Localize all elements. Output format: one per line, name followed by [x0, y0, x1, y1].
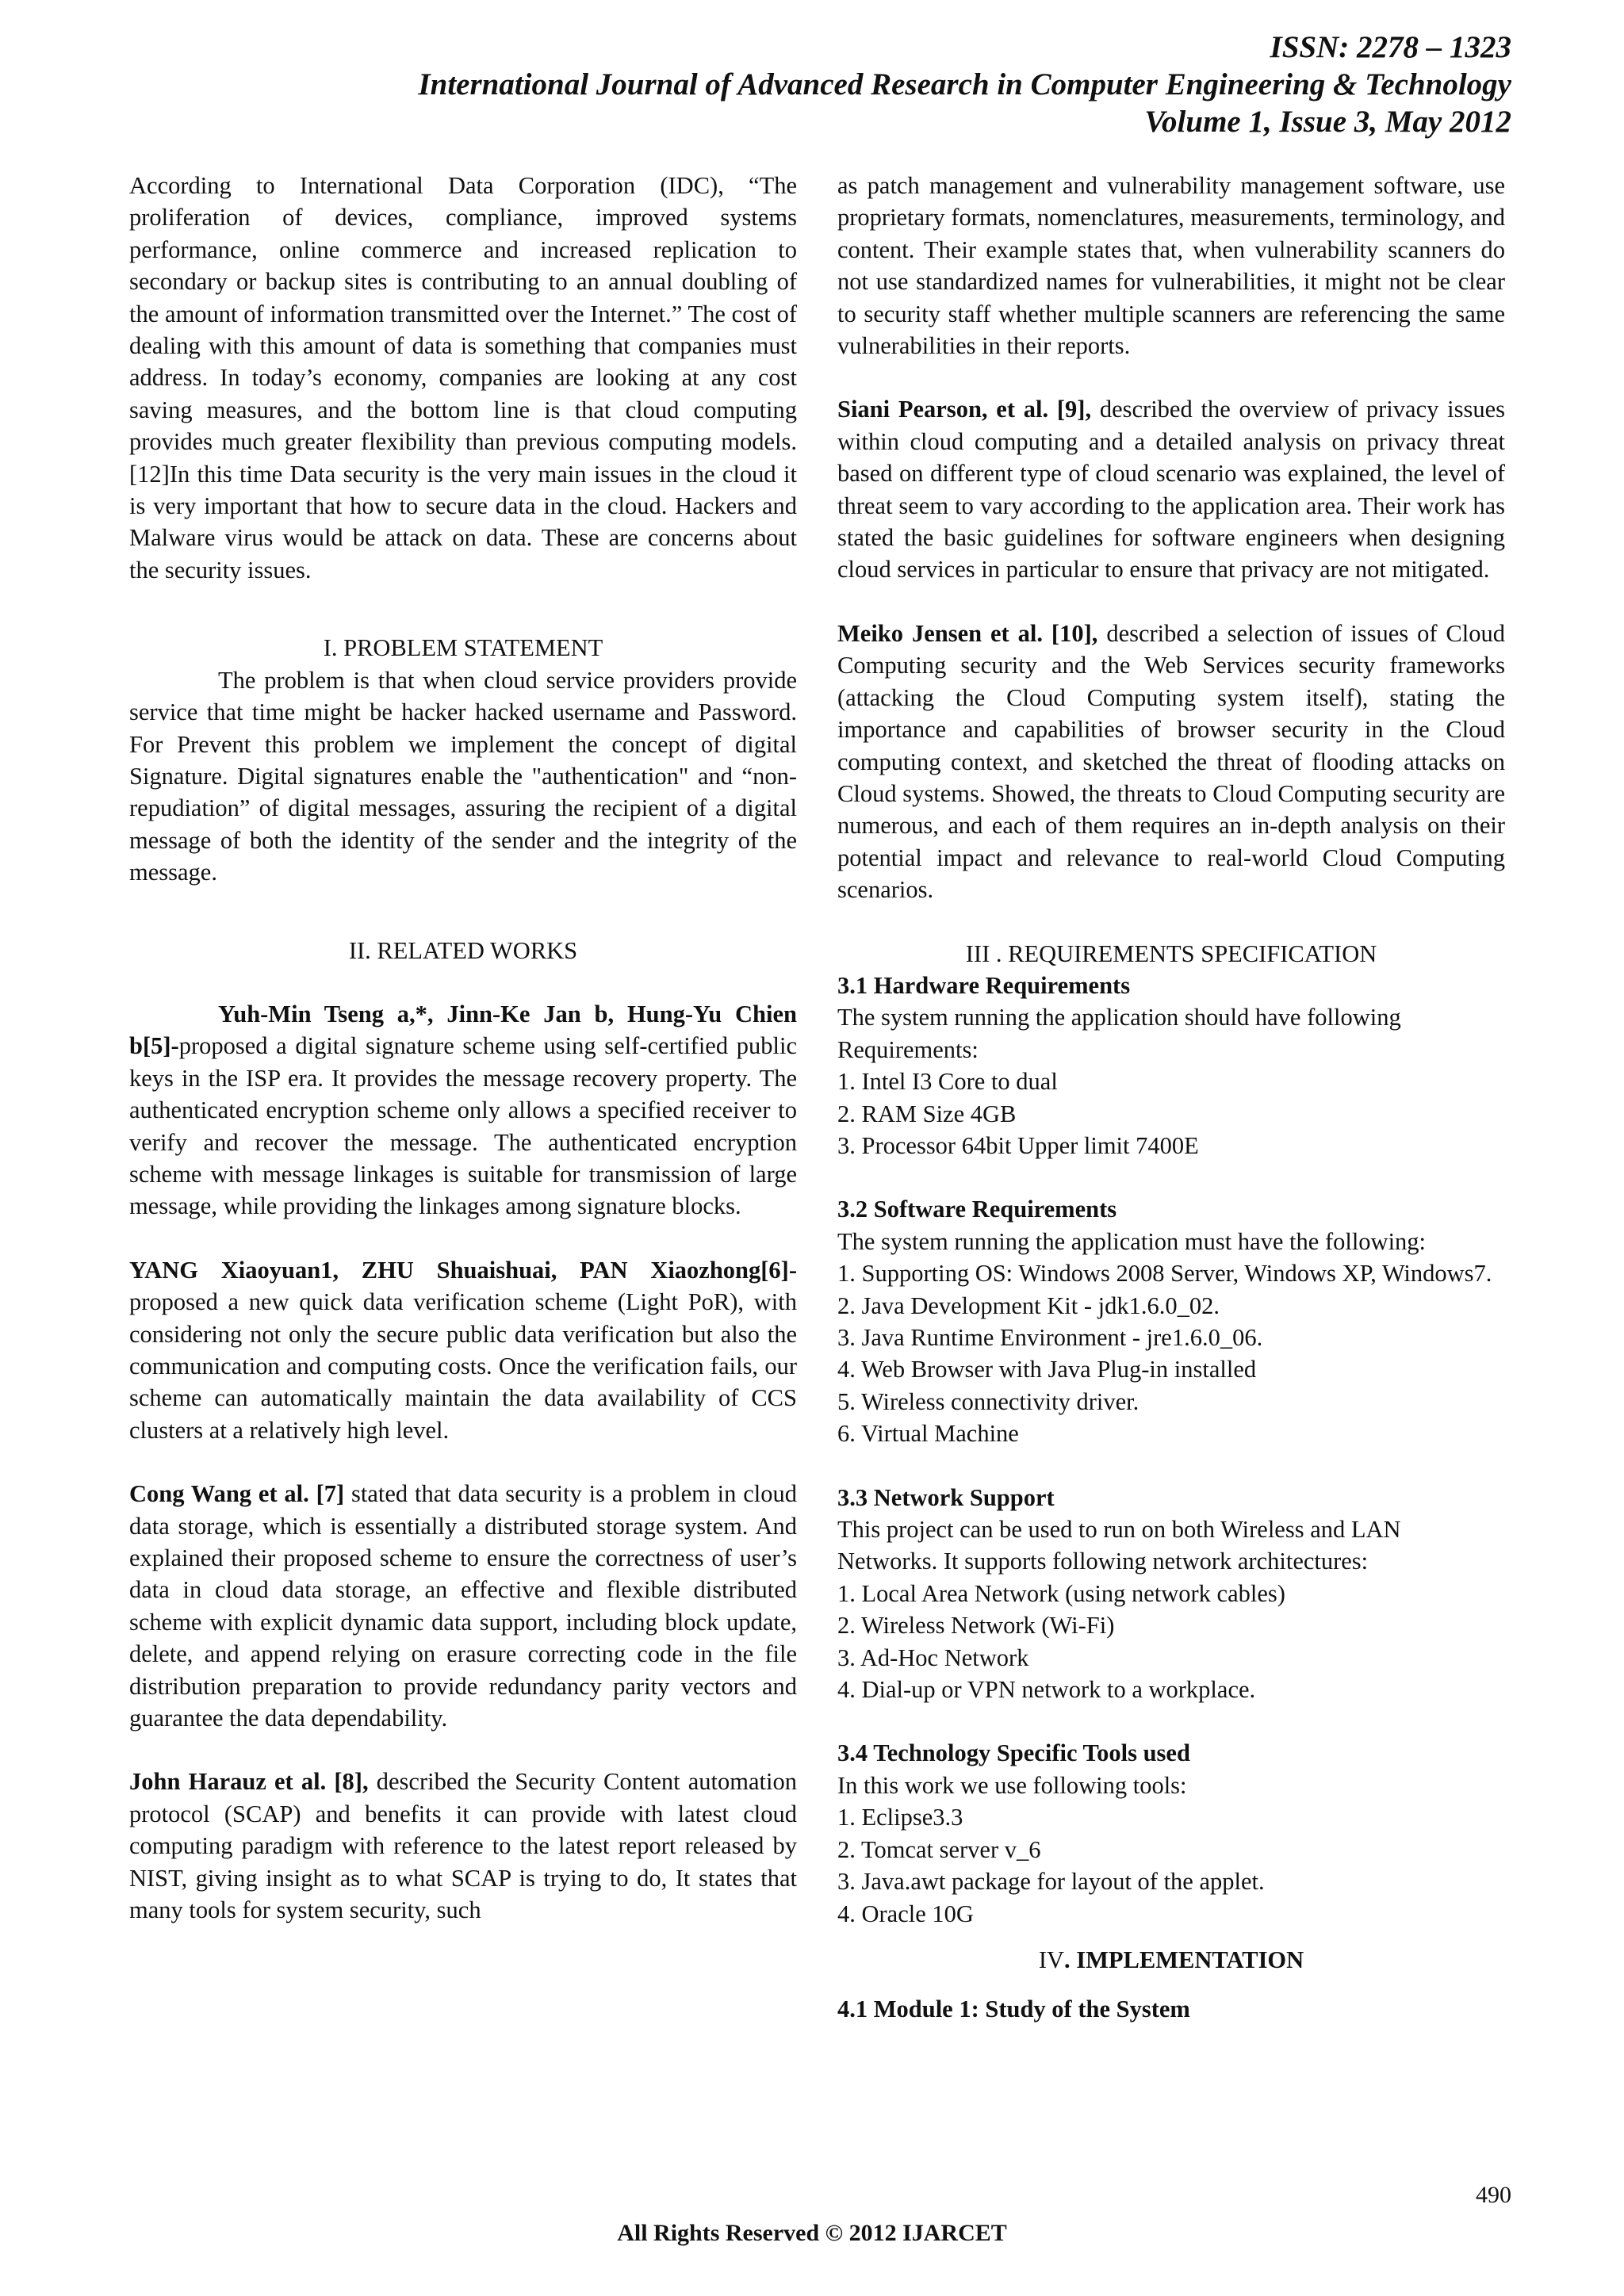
problem-statement-heading: I. PROBLEM STATEMENT [323, 634, 603, 662]
related-work-5-authors: Siani Pearson, et al. [9], [837, 396, 1092, 423]
related-work-5 [837, 393, 1505, 585]
related-works-heading: II. RELATED WORKS [348, 936, 578, 964]
hardware-list [837, 1066, 1505, 1161]
related-work-2-authors: YANG Xiaoyuan1, ZHU Shuaishuai, PAN Xiaozhong[6]- [129, 1256, 797, 1284]
list-item: 4. Oracle 10G [837, 1900, 974, 1927]
related-work-6 [837, 618, 1505, 906]
list-item: 5. Wireless connectivity driver. [837, 1387, 1139, 1415]
related-work-1 [129, 998, 797, 1223]
tools-title: 3.4 Technology Specific Tools used [837, 1739, 1190, 1767]
list-item: 1. Eclipse3.3 [837, 1804, 963, 1831]
tools-list [837, 1801, 1505, 1930]
list-item: 2. Tomcat server v_6 [837, 1835, 1041, 1863]
list-item: 1. Supporting OS: Windows 2008 Server, Windows XP, Windows7. [837, 1260, 1492, 1288]
list-item: 3. Java.awt package for layout of the applet. [837, 1868, 1265, 1896]
problem-statement-paragraph: The problem is that when cloud service providers provide service that time might be hacker hacked username and Password. For Prevent this problem we implement the concept of digital Signature. Digital signatures enable the "authentication" and “non-repudiation” of digital messages, assuring the recipient of a digital message of both the identity of the sender and the integrity of the message. [129, 666, 797, 886]
related-work-3 [129, 1478, 797, 1734]
list-item: 3. Ad-Hoc Network [837, 1644, 1029, 1671]
related-work-4-authors: John Harauz et al. [8], [129, 1768, 369, 1796]
intro-paragraph: According to International Data Corporation (IDC), “The proliferation of devices, compliance, improved systems performance, online commerce and increased replication to secondary or backup sites is contributing to an annual doubling of the amount of information transmitted over the Internet.” The cost of dealing with this amount of data is something that companies must address. In today’s economy, companies are looking at any cost saving measures, and the bottom line is that cloud computing provides much greater flexibility than previous computing models.[12]In this time Data security is the very main issues in the cloud it is very important that how to secure data in the cloud. Hackers and Malware virus would be attack on data. These are concerns about the security issues. [129, 172, 797, 584]
software-intro: The system running the application must have the following: [837, 1227, 1427, 1255]
module-title: 4.1 Module 1: Study of the System [837, 1996, 1190, 2023]
hardware-title: 3.1 Hardware Requirements [837, 971, 1131, 999]
journal-title: International Journal of Advanced Research in Computer Engineering & Technology [418, 67, 1511, 101]
network-intro: This project can be used to run on both Wireless and LAN Networks. It supports following network architectures: [837, 1516, 1401, 1575]
list-item: 2. Java Development Kit - jdk1.6.0_02. [837, 1292, 1220, 1319]
related-work-4-text: described the Security Content automation protocol (SCAP) and benefits it can provide with latest cloud computing paradigm with reference to the latest report released by NIST, giving insight as to what SCAP is trying to do, It states that many tools for system security, such [129, 1768, 797, 1924]
network-title: 3.3 Network Support [837, 1483, 1055, 1511]
related-work-3-authors: Cong Wang et al. [7] [129, 1480, 345, 1508]
list-item: 1. Intel I3 Core to dual [837, 1068, 1058, 1096]
list-item: 3. Processor 64bit Upper limit 7400E [837, 1131, 1199, 1159]
volume-info: Volume 1, Issue 3, May 2012 [1144, 105, 1511, 139]
related-work-3-text: stated that data security is a problem in cloud data storage, which is essentially a distributed storage system. And explained their proposed scheme to ensure the correctness of user’s data in cloud data storage, an effective and flexible distributed scheme with explicit dynamic data support, including block update, delete, and append relying on erasure correcting code in the file distribution preparation to provide redundancy parity vectors and guarantee the data dependability. [129, 1480, 798, 1732]
tools-intro: In this work we use following tools: [837, 1771, 1187, 1799]
copyright-footer: All Rights Reserved © 2012 IJARCET [617, 2220, 1007, 2246]
implementation-heading: IV. IMPLEMENTATION [1038, 1946, 1304, 1973]
list-item: 1. Local Area Network (using network cables) [837, 1579, 1285, 1607]
network-list [837, 1578, 1505, 1706]
related-work-4-continued: as patch management and vulnerability management software, use proprietary formats, nomenclatures, measurements, terminology, and content. Their example states that, when vulnerability scanners do not use standardized names for vulnerabilities, it might not be clear to security staff whether multiple scanners are referencing the same vulnerabilities in their reports. [837, 172, 1505, 360]
right-column [837, 170, 1505, 2026]
list-item: 4. Web Browser with Java Plug-in installed [837, 1356, 1257, 1383]
related-work-1-authors: Yuh-Min Tseng a,*, Jinn-Ke Jan b, Hung-Yu Chien b[5]- [129, 1000, 797, 1060]
list-item: 2. RAM Size 4GB [837, 1100, 1017, 1127]
related-work-2-text: proposed a new quick data verification scheme (Light PoR), with considering not only the secure public data verification but also the communication and computing costs. Once the verification fails, our scheme can automatically maintain the data availability of CCS clusters at a relatively high level. [129, 1288, 797, 1444]
related-work-5-text: described the overview of privacy issues within cloud computing and a detailed analysis on privacy threat based on different type of cloud scenario was explained, the level of threat seem to vary according to the application area. Their work has stated the basic guidelines for software engineers when designing cloud services in particular to ensure that privacy are not mitigated. [837, 396, 1505, 584]
software-title: 3.2 Software Requirements [837, 1196, 1117, 1223]
hardware-intro: The system running the application should have following Requirements: [837, 1004, 1401, 1063]
list-item: 4. Dial-up or VPN network to a workplace. [837, 1676, 1256, 1704]
related-work-2 [129, 1254, 797, 1446]
related-work-1-text: proposed a digital signature scheme using self-certified public keys in the ISP era. It provides the message recovery property. The authenticated encryption scheme only allows a specified receiver to verify and recover the message. The authenticated encryption scheme with message linkages is suitable for transmission of large message, while providing the linkages among signature blocks. [129, 1032, 797, 1220]
requirements-heading: III . REQUIREMENTS SPECIFICATION [965, 939, 1377, 967]
software-list [837, 1257, 1505, 1449]
list-item: 6. Virtual Machine [837, 1420, 1019, 1448]
list-item: 2. Wireless Network (Wi-Fi) [837, 1612, 1115, 1640]
issn: ISSN: 2278 – 1323 [1270, 30, 1511, 64]
related-work-6-text: described a selection of issues of Cloud Computing security and the Web Services security frameworks (attacking the Cloud Computing system itself), stating the importance and capabilities of browser security in the Cloud computing context, and sketched the threat of flooding attacks on Cloud systems. Showed, the threats to Cloud Computing security are numerous, and each of them requires an in-depth analysis on their potential impact and relevance to real-world Cloud Computing scenarios. [837, 619, 1505, 904]
page-number: 490 [1476, 2182, 1511, 2208]
related-work-4 [129, 1766, 797, 1926]
journal-header [418, 29, 1511, 140]
left-column [129, 170, 797, 1927]
list-item: 3. Java Runtime Environment - jre1.6.0_06. [837, 1324, 1263, 1351]
related-work-6-authors: Meiko Jensen et al. [10], [837, 619, 1098, 647]
